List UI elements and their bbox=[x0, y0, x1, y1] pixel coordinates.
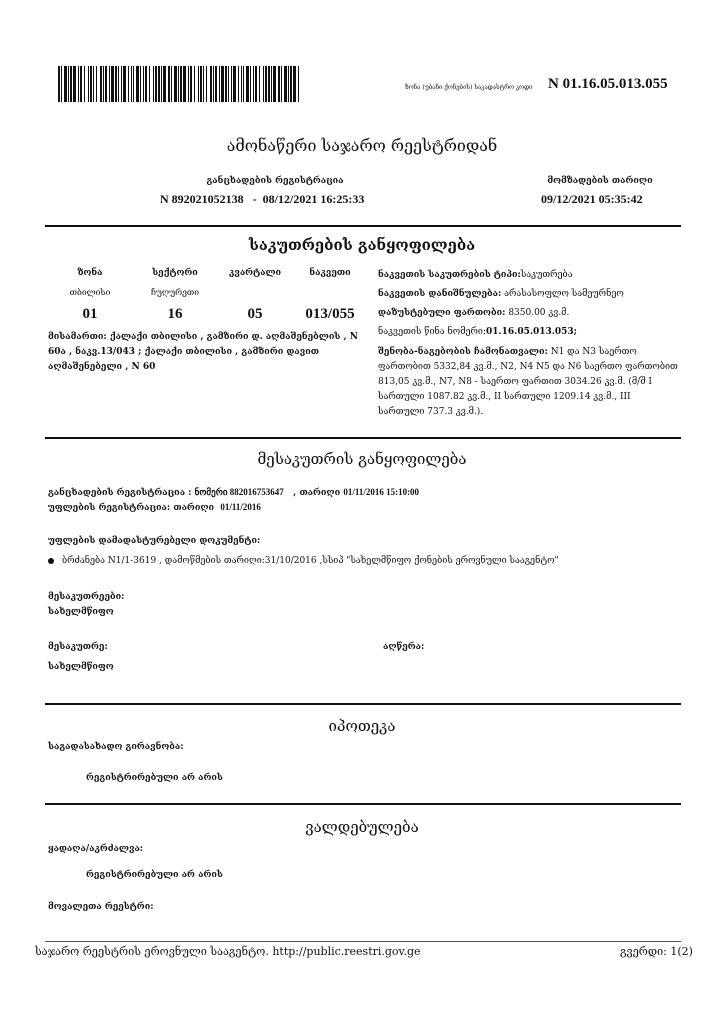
page-title: ამონაწერი საჯარო რეესტრიდან bbox=[226, 136, 498, 155]
bullet-icon bbox=[48, 558, 54, 564]
application-number: N 892021052138 - 08/12/2021 16:25:33 bbox=[160, 192, 365, 206]
col-plot-header: ნაკვეთი bbox=[309, 268, 351, 278]
footer-agency: საჯარო რეესტრის ეროვნული სააგენტო. http://public.reestri.gov.ge bbox=[35, 945, 421, 958]
col-zone-header: ზონა bbox=[77, 268, 103, 278]
documents-label: უფლების დამადასტურებელი დოკუმენტი: bbox=[48, 536, 261, 546]
divider bbox=[45, 703, 681, 705]
owner-section-title: მესაკუთრის განყოფილება bbox=[257, 450, 467, 468]
plot-purpose: ნაკვეთის დანიშნულება: არასასოფლო სამეურნეო bbox=[378, 289, 624, 299]
owners-label: მესაკუთრეები: bbox=[48, 592, 125, 602]
col-sector-sub: ჩუღურეთი bbox=[151, 288, 199, 298]
col-plot-value: 013/055 bbox=[305, 306, 355, 322]
seizure-label: ყადაღა/აკრძალვა: bbox=[48, 844, 144, 854]
seizure-value: რეგისტრირებული არ არის bbox=[86, 870, 223, 880]
tax-lien-value: რეგისტრირებული არ არის bbox=[86, 773, 223, 783]
description-label: აღწერა: bbox=[383, 642, 425, 652]
col-sector-header: სექტორი bbox=[152, 268, 198, 278]
owners-value: სახელმწიფო bbox=[48, 607, 114, 617]
ownership-type: ნაკვეთის საკუთრების ტიპი:საკუთრება bbox=[378, 270, 573, 280]
property-section-title: საკუთრების განყოფილება bbox=[248, 236, 476, 254]
address: მისამართი: ქალაქი თბილისი , გამზირი დ. აღმაშენებლის , N 60ა , ნაკვ.13/043 ; ქალაქი თბილისი , გამზირი დავით აღმაშენებელი , N 60 bbox=[48, 332, 359, 372]
divider bbox=[45, 437, 681, 439]
owner-value: სახელმწიფო bbox=[48, 662, 114, 672]
owner-label: მესაკუთრე: bbox=[48, 642, 108, 652]
divider bbox=[45, 803, 681, 805]
col-zone-sub: თბილისი bbox=[69, 288, 111, 298]
application-label: განცხადების რეგისტრაცია bbox=[206, 176, 344, 186]
page-number: გვერდი: 1(2) bbox=[620, 945, 693, 958]
buildings-list: შენობა-ნაგებობის ჩამონათვალი: N1 და N3 საერთო ფართობით 5332,84 კვ.მ., N2, N4 N5 და N6 საერთო ფართობით 813,05 კვ.მ., N7, N8 - საერთო ფართით 3034.26 კვ.მ. (მ/შ I სართული 1087.82 კვ.მ., II სართული 1209.14 კვ.მ., III სართული 737.3 კვ.მ.). bbox=[378, 347, 678, 417]
owner-registration-line: განცხადების რეგისტრაცია : ნომერი 882016753647 , თარიღი 01/11/2016 15:10:00 bbox=[48, 487, 420, 498]
tax-lien-label: საგადასახადო გირავნობა: bbox=[48, 742, 184, 752]
document-item: ბრძანება N1/1-3619 , დამოწმების თარიღი:31/10/2016 ,სსიპ "სახელმწიფო ქონების ეროვნული სააგენტო" bbox=[48, 556, 688, 566]
col-zone-value: 01 bbox=[82, 306, 98, 322]
prepared-label: მომზადების თარიღი bbox=[547, 176, 653, 186]
debtors-registry-label: მოვალეთა რეესტრი: bbox=[48, 902, 154, 912]
previous-number: ნაკვეთის წინა ნომერი:01.16.05.013.053; bbox=[378, 327, 578, 337]
col-sector-value: 16 bbox=[167, 306, 183, 322]
col-quarter-value: 05 bbox=[247, 306, 263, 322]
col-quarter-header: კვარტალი bbox=[228, 268, 282, 278]
mortgage-section-title: იპოთეკა bbox=[328, 717, 396, 735]
footer-divider bbox=[45, 941, 681, 942]
prepared-datetime: 09/12/2021 05:35:42 bbox=[541, 192, 643, 206]
divider bbox=[45, 225, 681, 227]
obligations-section-title: ვალდებულება bbox=[305, 818, 419, 836]
cadastral-code-label: ზონა (უბანი ქონების) საკადასტრო კოდი bbox=[405, 84, 533, 91]
right-registration-line: უფლების რეგისტრაცია: თარიღი 01/11/2016 bbox=[48, 502, 261, 513]
barcode bbox=[58, 66, 300, 102]
plot-area: დაზუსტებული ფართობი: 8350.00 კვ.მ. bbox=[378, 308, 570, 318]
document-number: N 01.16.05.013.055 bbox=[548, 76, 668, 92]
